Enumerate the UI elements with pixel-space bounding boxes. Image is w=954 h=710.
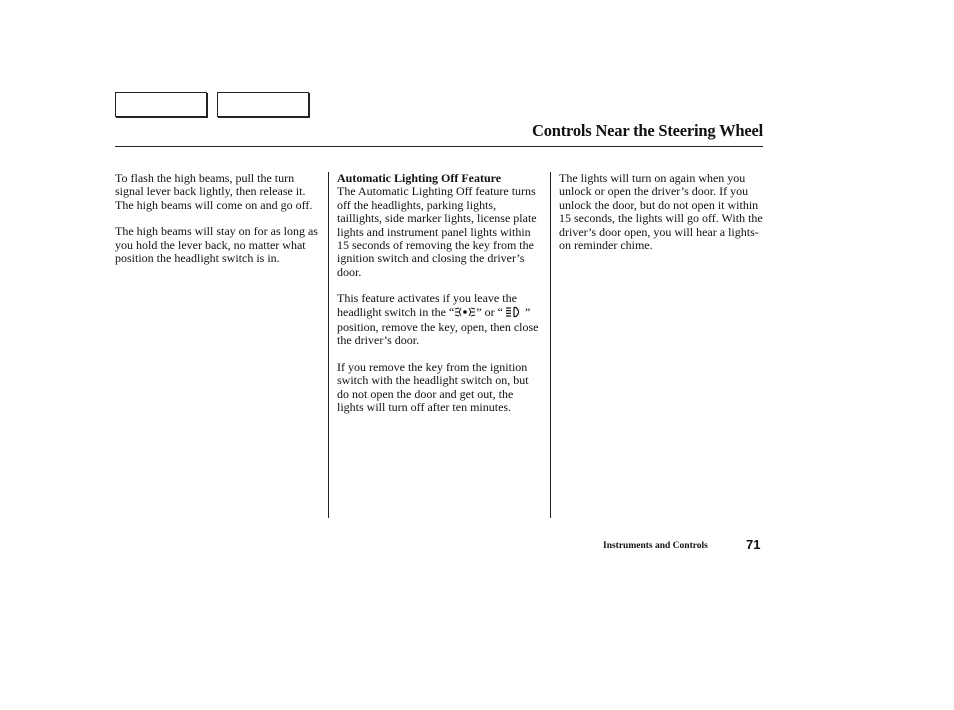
footer-section-label: Instruments and Controls: [603, 541, 708, 551]
text-column-1: [115, 172, 321, 278]
paragraph: To flash the high beams, pull the turn signal lever back lightly, then release it. The high beams will come on and go off.: [115, 171, 313, 212]
nav-button-next[interactable]: [217, 92, 309, 117]
section-heading: Automatic Lighting Off Feature: [337, 171, 502, 185]
title-rule: [115, 146, 763, 147]
paragraph: If you remove the key from the ignition switch with the headlight switch on, but do not open the door and get out, the lights will turn off after ten minutes.: [337, 359, 529, 415]
column-divider: [328, 172, 329, 518]
text-column-3: [559, 172, 764, 265]
nav-button-previous[interactable]: [115, 92, 207, 117]
paragraph: The high beams will stay on for as long as you hold the lever back, no matter what position the headlight switch is in.: [115, 224, 318, 266]
text-column-2: [337, 172, 542, 428]
paragraph-text: The Automatic Lighting Off feature turns off the headlights, parking lights, taillights, side marker lights, license plate lights and instrument panel lights within 15 seconds of removing the key from the ignition switch and closing the driver’s door.: [337, 184, 537, 279]
headlights-symbol-icon: [503, 306, 525, 321]
column-divider: [550, 172, 551, 518]
parking-lights-symbol-icon: [454, 306, 476, 321]
paragraph: The lights will turn on again when you unlock or open the driver’s door. If you unlock the door, but do not open it within 15 seconds, the lights will go off. With the driver’s door open, you will hear a lights-on reminder chime.: [559, 171, 763, 253]
paragraph-text: ” position, remove the key, open, then close the driver’s door.: [337, 304, 539, 348]
page-title: Controls Near the Steering Wheel: [532, 121, 763, 140]
paragraph-text: ” or “: [476, 304, 503, 319]
paragraph-text: This feature activates if you leave the headlight switch in the “: [337, 291, 517, 319]
paragraph: [337, 172, 542, 279]
page-number: 71: [746, 537, 761, 552]
paragraph: [337, 292, 542, 348]
